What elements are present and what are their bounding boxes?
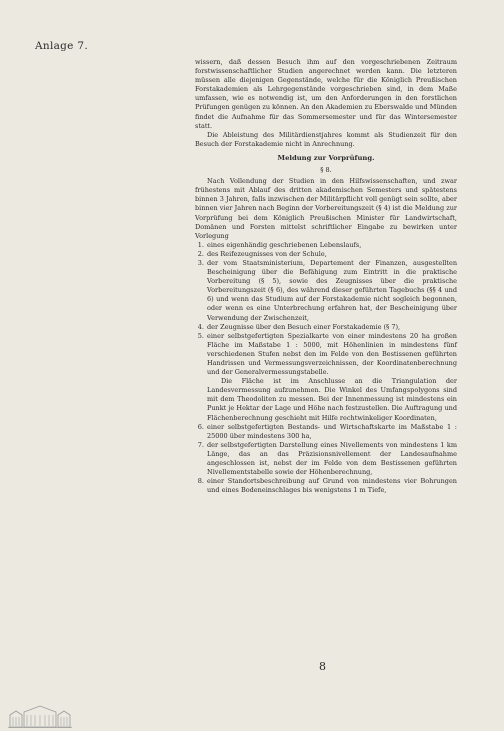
item-text: Die Fläche ist im Anschlusse an die Triangulation der Landesvermessung aufzunehmen. Die Winkel des Umfangspolygons sind mit dem Theodoliten zu messen. Bei der Innenmessung ist mindestens ein Punkt je Hektar der Lage und Höhe nach festzustellen. Die Auftragung und Flächenberechnung geschieht mit Hilfe rechtwinkeliger Koordinaten, <box>207 377 457 422</box>
item-number: 8. <box>197 477 204 486</box>
item-number: 3. <box>197 258 204 267</box>
item-text: eines eigenhändig geschriebenen Lebenslaufs, <box>207 240 362 249</box>
item-text: einer selbstgefertigten Spezialkarte von einer mindestens 20 ha großen Fläche im Maßstabe 1 : 5000, mit Höhenlinien in mindestens fünf verschiedenen Stufen nebst den im Felde von den Bestissenen geführten Handrissen und Vermessungsverzeichnissen, der Koordinatenberechnung und der Generalvermessungstabelle. <box>207 331 457 377</box>
library-building-logo <box>6 703 74 729</box>
item-number <box>195 377 207 422</box>
item-text: der vom Staatsministerium, Departement der Finanzen, ausgestellten Bescheinigung über die Befähigung zum Eintritt in die praktische Vorbereitung (§ 5), sowie des Zeugnisses über die praktische Vorbereitungszeit (§ 6), des während dieser geführten Tagebuchs (§§ 4 und 6) und wenn das Studium auf der Forstakademie nicht sogleich begonnen, oder wenn es eine Unterbrechung erfahren hat, der Bescheinigung über Verwendung der Zwischenzeit, <box>207 258 457 322</box>
item-text: der Zeugnisse über den Besuch einer Forstakademie (§ 7), <box>207 322 401 331</box>
list-item <box>195 241 457 250</box>
military-service-paragraph: Die Ableistung des Militärdienstjahres kommt als Studienzeit für den Besuch der Forstakademie nicht in Anrechnung. <box>195 130 457 148</box>
list-item <box>195 477 457 495</box>
item-text: des Reifezeugnisses von der Schule, <box>207 249 327 258</box>
list-item <box>195 259 457 323</box>
list-item <box>195 323 457 332</box>
item-number: 5. <box>197 331 204 340</box>
section-heading: Meldung zur Vorprüfung. <box>277 153 375 162</box>
list-item <box>195 377 457 422</box>
item-number: 1. <box>197 240 204 249</box>
item-text: einer selbstgefertigten Bestands- und Wirtschaftskarte im Maßstabe 1 : 25000 über mindestens 300 ha, <box>207 422 457 440</box>
section-number: § 8. <box>320 166 332 175</box>
main-paragraph: Nach Vollendung der Studien in den Hilfswissenschaften, und zwar frühestens mit Ablauf des dritten akademischen Semesters und spätestens binnen 3 Jahren, falls inzwischen der Militärpflicht voll genügt sein sollte, aber binnen vier Jahren nach Beginn der Vorbereitungszeit (§ 4) ist die Meldung zur Vorprüfung bei dem Königlich Preußischen Minister für Landwirtschaft, Domänen und Forsten mittelst schriftlicher Eingabe zu bewirken unter Vorlegung <box>195 177 457 240</box>
item-text: der selbstgefertigten Darstellung eines Nivellements von mindestens 1 km Länge, das an das Präzisionsnivellement der Landesaufnahme angeschlossen ist, nebst der im Felde von dem Bestissenen geführten Nivellementstabelle sowie der Höhenberechnung, <box>207 440 457 477</box>
item-number: 2. <box>197 249 204 258</box>
requirements-list <box>195 241 457 496</box>
list-item <box>195 250 457 259</box>
item-number: 7. <box>197 440 204 449</box>
item-text: einer Standortsbeschreibung auf Grund von mindestens vier Bohrungen und eines Bodeneinschlages bis wenigstens 1 m Tiefe, <box>207 477 457 495</box>
intro-paragraph: wissern, daß dessen Besuch ihm auf den vorgeschriebenen Zeitraum forstwissenschaftlicher Studien angerechnet werden kann. Die letzteren müssen alle diejenigen Gegenstände, welche für die Königlich Preußischen Forstakademien als Lehrgegenstände vorgeschrieben sind, in dem Maße umfassen, wie es notwendig ist, um den Anforderungen in den forstlichen Prüfungen genügen zu können. An den Akademien zu Eberswalde und Münden findet die Aufnahme für das Sommersemester und für das Wintersemester statt. <box>195 58 457 130</box>
list-item <box>195 441 457 477</box>
list-item <box>195 332 457 377</box>
text-column <box>195 58 457 495</box>
page-number: 8 <box>319 660 326 673</box>
list-item <box>195 423 457 441</box>
item-number: 6. <box>197 422 204 431</box>
annex-label: Anlage 7. <box>35 40 88 52</box>
item-number: 4. <box>197 322 204 331</box>
